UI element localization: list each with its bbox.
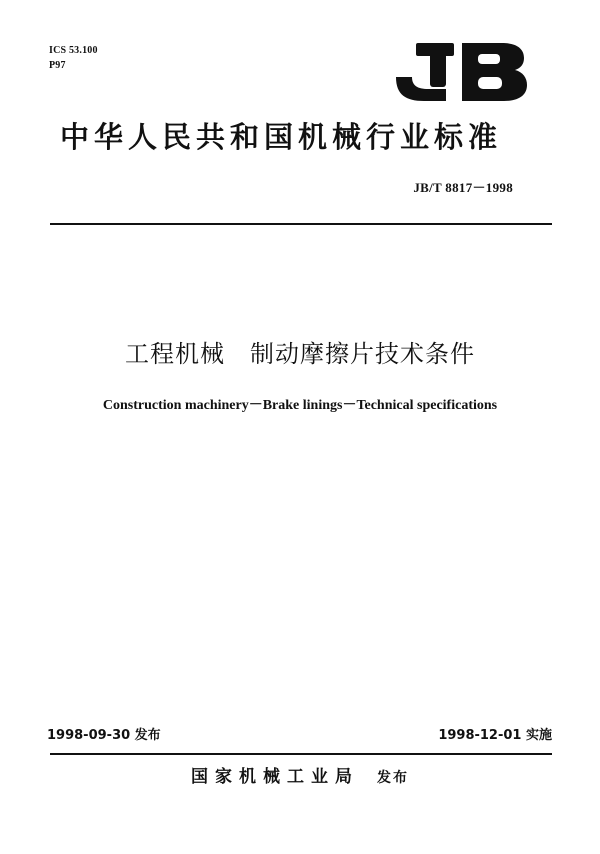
implementation-date: 1998-12-01 实施 xyxy=(438,728,552,743)
ccs-code: P97 xyxy=(49,60,66,71)
top-divider xyxy=(50,223,552,225)
ics-code: ICS 53.100 xyxy=(49,45,98,56)
standard-number: JB/T 8817－1998 xyxy=(413,180,513,195)
bottom-divider xyxy=(50,753,552,755)
jb-logo xyxy=(396,41,527,103)
publisher-line xyxy=(0,764,600,791)
document-title-english: Construction machinery－Brake linings－Technical specifications xyxy=(102,398,498,413)
publisher-name: 国家机械工业局 xyxy=(191,767,359,787)
document-title-chinese: 工程机械 制动摩擦片技术条件 xyxy=(125,340,475,368)
publisher-action: 发布 xyxy=(377,770,409,786)
standard-organization-title: 中华人民共和国机械行业标准 xyxy=(60,120,503,154)
issue-date: 1998-09-30 发布 xyxy=(47,728,161,743)
